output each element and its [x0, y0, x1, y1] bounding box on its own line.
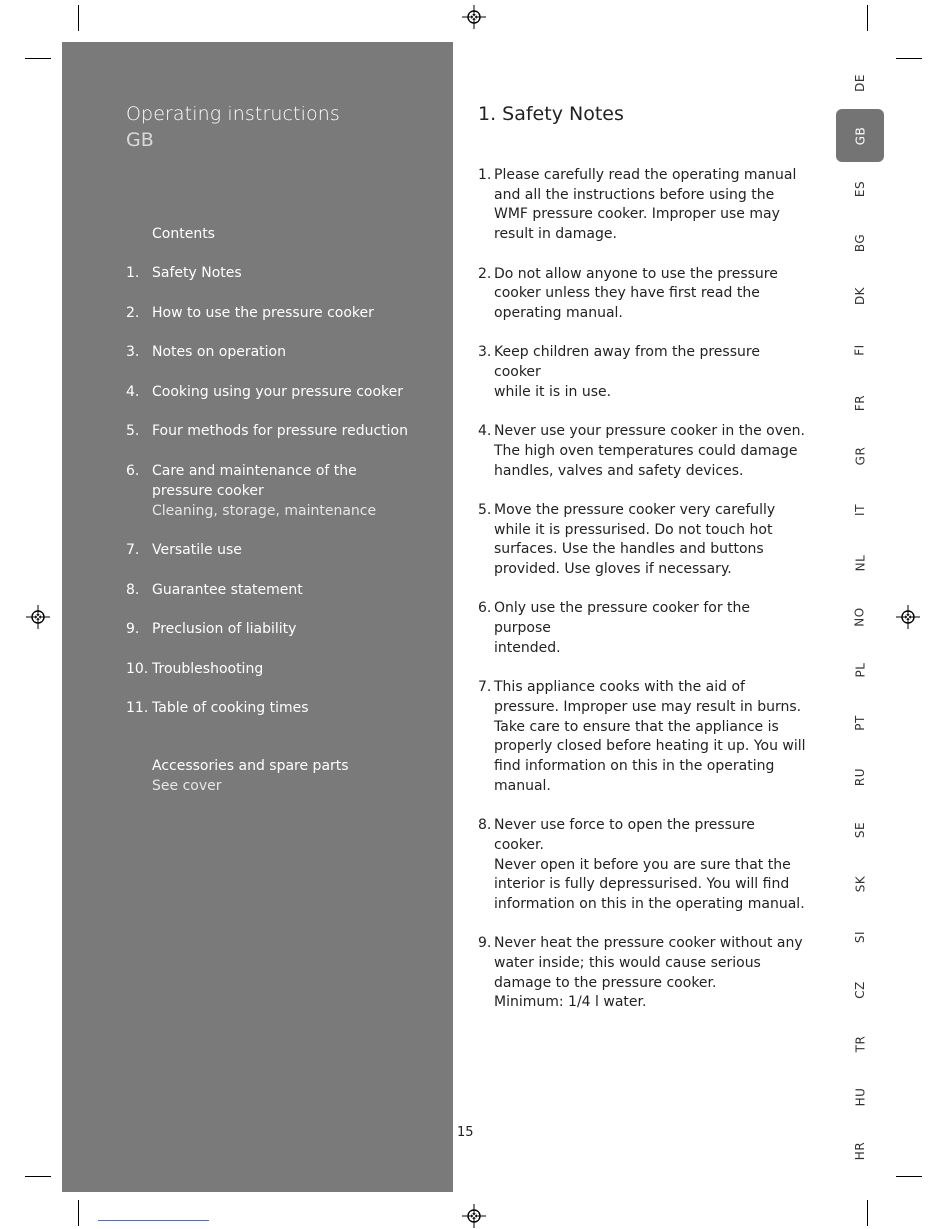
toc-item-number: 6.	[126, 462, 140, 479]
toc-item-label	[152, 421, 446, 441]
toc-item-number: 2.	[126, 304, 140, 321]
toc-item-number: 11.	[126, 700, 149, 716]
language-tab-label: PT	[852, 715, 867, 732]
safety-note-number: 6.	[478, 600, 492, 617]
toc-item-label	[152, 619, 446, 639]
language-tab-it[interactable]	[836, 483, 884, 536]
toc-item-label	[152, 461, 392, 521]
safety-note-text: Do not allow anyone to use the pressure cooker unless they have first read the operating manual.	[494, 265, 778, 321]
language-tab-sk[interactable]	[836, 857, 884, 910]
toc-item-title: Table of cooking times	[152, 700, 309, 716]
toc-item[interactable]	[126, 342, 446, 362]
toc-item-title: Notes on operation	[152, 344, 286, 360]
toc-item-label	[152, 698, 446, 718]
toc-item-title: Four methods for pressure reduction	[152, 423, 408, 439]
safety-note-number: 3.	[478, 344, 492, 361]
language-tab-no[interactable]	[836, 590, 884, 643]
toc-item-number: 8.	[126, 581, 140, 598]
safety-note-number: 8.	[478, 817, 492, 834]
safety-note-text: Keep children away from the pressure cooker while it is in use.	[494, 344, 760, 400]
language-tab-pt[interactable]	[836, 697, 884, 750]
safety-note	[478, 501, 808, 580]
language-tab-label: DK	[852, 287, 867, 306]
section-title: 1. Safety Notes	[478, 103, 624, 125]
toc-item-number: 3.	[126, 344, 140, 360]
language-tab-label: RU	[853, 767, 867, 786]
toc-item-title: Care and maintenance of the pressure cooker	[152, 462, 357, 499]
language-tab-label: HR	[853, 1141, 867, 1160]
crop-mark	[78, 1200, 79, 1226]
toc-item[interactable]	[126, 540, 446, 560]
language-tab-label: FR	[853, 394, 867, 412]
toc-item-title: Preclusion of liability	[152, 621, 297, 637]
toc-item-subtitle: Cleaning, storage, maintenance	[152, 502, 377, 519]
accessories-entry[interactable]	[126, 756, 446, 796]
language-tab-de[interactable]	[836, 56, 884, 109]
accessories-subtitle: See cover	[152, 778, 222, 794]
toc-item[interactable]	[126, 461, 446, 521]
language-tab-label: DE	[852, 73, 867, 92]
safety-note	[478, 166, 808, 245]
document-title: Operating instructions	[126, 103, 340, 125]
safety-note-text: Only use the pressure cooker for the purpose intended.	[494, 600, 751, 656]
language-tab-pl[interactable]	[836, 643, 884, 696]
language-tab-fr[interactable]	[836, 376, 884, 429]
toc-item-label	[152, 263, 446, 283]
toc-item[interactable]	[126, 619, 446, 639]
language-tab-label: SE	[852, 821, 867, 839]
toc-item[interactable]	[126, 580, 446, 600]
language-tab-fi[interactable]	[836, 323, 884, 376]
safety-note-number: 2.	[478, 265, 492, 282]
toc-item-title: Versatile use	[152, 542, 242, 558]
crop-mark	[25, 58, 51, 59]
document-language: GB	[126, 129, 154, 151]
crop-mark	[896, 58, 922, 59]
language-tab-label: TR	[852, 1035, 867, 1053]
language-tab-label: BG	[852, 233, 867, 252]
safety-note	[478, 934, 808, 1013]
safety-note	[478, 422, 808, 481]
toc-item-number: 5.	[126, 423, 140, 439]
toc-item[interactable]	[126, 263, 446, 283]
language-tab-label: GB	[853, 126, 867, 146]
toc-item-label	[152, 659, 446, 679]
registration-mark-icon	[26, 605, 50, 629]
toc-item[interactable]	[126, 421, 446, 441]
toc-item-title: How to use the pressure cooker	[152, 304, 374, 321]
safety-note-text: Never use force to open the pressure cooker. Never open it before you are sure that the interior is fully depressurised. You will find information on this in the operating manual.	[494, 817, 805, 912]
safety-note	[478, 343, 808, 402]
crop-mark	[867, 5, 868, 31]
language-tab-gr[interactable]	[836, 430, 884, 483]
safety-note-text: Please carefully read the operating manual and all the instructions before using the WMF pressure cooker. Improper use may result in damage.	[494, 167, 797, 243]
toc-item-number: 9.	[126, 621, 140, 637]
bottom-link-underline	[98, 1220, 209, 1221]
language-tab-hr[interactable]	[836, 1124, 884, 1177]
language-tab-label: HU	[853, 1087, 867, 1107]
toc-item-title: Safety Notes	[152, 265, 242, 281]
safety-note	[478, 265, 808, 324]
safety-note-number: 4.	[478, 423, 492, 440]
toc-item-number: 7.	[126, 542, 140, 558]
safety-note-number: 9.	[478, 935, 492, 952]
toc-item-title: Guarantee statement	[152, 581, 303, 598]
language-tab-label: CZ	[852, 981, 867, 1000]
language-tab-bg[interactable]	[836, 216, 884, 269]
language-tab-gb[interactable]	[836, 109, 884, 162]
language-tab-label: NO	[852, 606, 867, 627]
registration-mark-icon	[896, 605, 920, 629]
safety-note-text: Move the pressure cooker very carefully while it is pressurised. Do not touch hot surfaces. Use the handles and buttons provided. Use gloves if necessary.	[494, 501, 776, 577]
toc-item-number: 4.	[126, 383, 140, 400]
toc-item-label	[152, 342, 446, 362]
language-tab-label: GR	[852, 446, 867, 466]
language-tab-label: FI	[852, 343, 867, 356]
language-tab-label: SK	[853, 875, 867, 892]
safety-note-text: Never use your pressure cooker in the oven. The high oven temperatures could damage handles, valves and safety devices.	[494, 423, 805, 479]
language-tab-si[interactable]	[836, 910, 884, 963]
language-tab-tr[interactable]	[836, 1017, 884, 1070]
toc-item-number: 10.	[126, 660, 149, 677]
safety-notes-list	[478, 166, 808, 1033]
toc-item-label	[152, 303, 446, 323]
language-tab-se[interactable]	[836, 804, 884, 857]
contents-heading: Contents	[152, 226, 215, 242]
language-tab-es[interactable]	[836, 163, 884, 216]
page-number: 15	[457, 1125, 474, 1140]
toc-item[interactable]	[126, 659, 446, 679]
registration-mark-icon	[462, 5, 486, 29]
toc-item[interactable]	[126, 303, 446, 323]
language-tab-label: PL	[852, 662, 867, 678]
language-tab-label: IT	[853, 503, 867, 516]
safety-note-number: 7.	[478, 679, 492, 696]
safety-note	[478, 816, 808, 915]
language-tab-dk[interactable]	[836, 270, 884, 323]
safety-note-number: 5.	[478, 501, 492, 518]
safety-note	[478, 678, 808, 796]
safety-note-text: Never heat the pressure cooker without any water inside; this would cause serious damage to the pressure cooker. Minimum: 1/4 l water.	[494, 935, 803, 1011]
table-of-contents	[126, 224, 446, 796]
toc-item-label	[152, 382, 446, 402]
language-tab-cz[interactable]	[836, 964, 884, 1017]
toc-item[interactable]	[126, 698, 446, 718]
registration-mark-icon	[462, 1204, 486, 1228]
language-tab-nl[interactable]	[836, 537, 884, 590]
toc-item-label	[152, 540, 446, 560]
accessories-title: Accessories and spare parts	[152, 758, 349, 774]
crop-mark	[78, 5, 79, 31]
language-tab-label: NL	[852, 554, 867, 572]
crop-mark	[896, 1176, 922, 1177]
toc-item-label	[152, 580, 446, 600]
safety-note-number: 1.	[478, 167, 492, 183]
language-tab-hu[interactable]	[836, 1071, 884, 1124]
toc-item-title: Cooking using your pressure cooker	[152, 383, 404, 400]
toc-item-number: 1.	[126, 265, 140, 281]
safety-note-text: This appliance cooks with the aid of pressure. Improper use may result in burns. Take care to ensure that the appliance is properly closed before heating it up. You will find information on this in the operating manual.	[494, 679, 806, 794]
language-tab-ru[interactable]	[836, 750, 884, 803]
toc-item-title: Troubleshooting	[152, 660, 264, 677]
language-tab-label: SI	[853, 930, 867, 943]
crop-mark	[25, 1176, 51, 1177]
toc-item[interactable]	[126, 382, 446, 402]
contents-list	[126, 263, 446, 718]
crop-mark	[867, 1200, 868, 1226]
safety-note	[478, 599, 808, 658]
language-tab-label: ES	[852, 181, 867, 198]
